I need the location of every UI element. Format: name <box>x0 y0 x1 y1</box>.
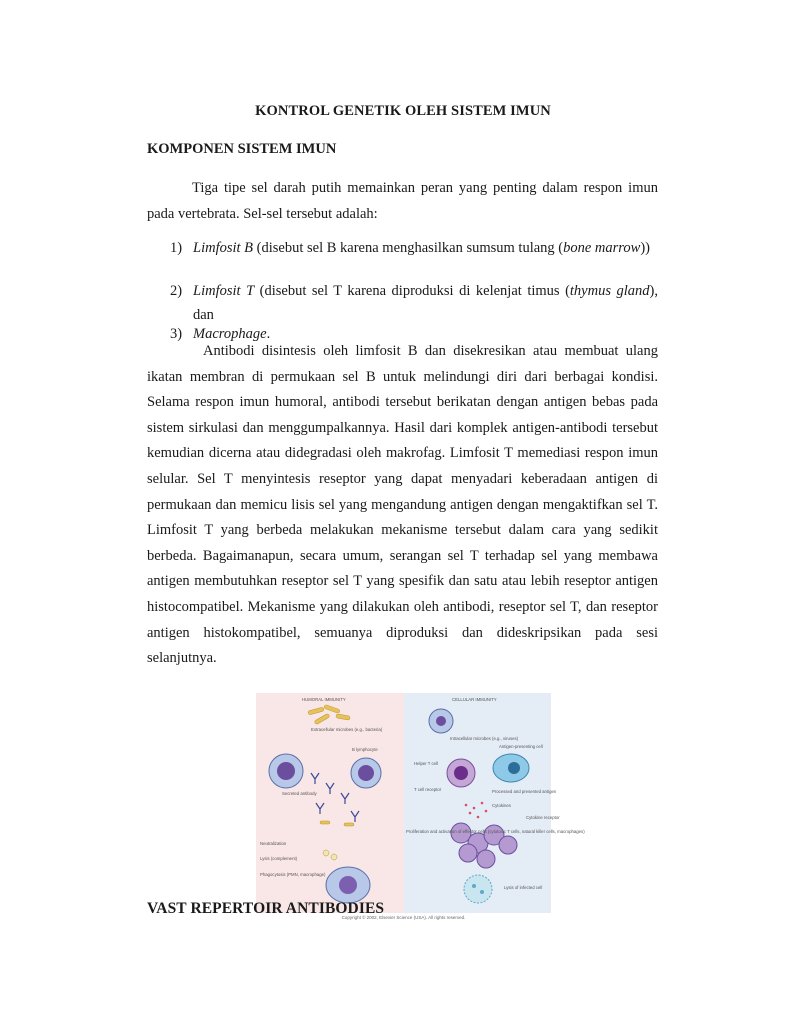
macrophage-cell <box>326 867 370 903</box>
immunity-diagram <box>256 693 585 913</box>
list-number: 1) <box>170 240 183 256</box>
label-neutralization: Neutralization <box>260 841 287 846</box>
label-lysis-infected-cell: Lysis of infected cell <box>504 885 543 890</box>
list-term-secondary: thymus gland <box>569 283 650 299</box>
label-secreted-antibody: Secreted antibody <box>282 791 317 796</box>
list-text-end: )) <box>640 240 650 256</box>
label-helper-t-cell: Helper T cell <box>414 761 438 766</box>
list-text: (disebut sel B karena menghasilkan sumsum tulang ( <box>253 240 564 256</box>
label-proliferation: Proliferation and activation of effector cells (cytotoxic T cells, natural killer cells, macrophages) <box>406 829 585 834</box>
intro-text: Tiga tipe sel darah putih memainkan peran yang penting dalam respon imun pada vertebrata. Sel-sel tersebut adalah: <box>147 180 658 222</box>
antibody-illustration <box>311 773 359 822</box>
humoral-title: HUMORAL IMMUNITY <box>302 697 346 702</box>
list-term: Limfosit B <box>193 240 254 256</box>
section-heading: KOMPONEN SISTEM IMUN <box>147 141 337 157</box>
b-lymphocyte-cell <box>269 754 381 788</box>
vast-repertoir-heading: VAST REPERTOIR ANTIBODIES <box>147 900 385 917</box>
helper-t-cell <box>447 759 475 787</box>
list-term: Macrophage <box>193 326 267 342</box>
label-phagocytosis: Phagocytosis (PMN, macrophage) <box>260 872 326 877</box>
immunity-figure <box>256 693 585 913</box>
neutralization-illustration <box>320 821 354 860</box>
intro-paragraph <box>147 176 658 227</box>
label-intracellular-microbes: Intracellular microbes (e.g., viruses) <box>450 736 519 741</box>
cellular-title: CELLULAR IMMUNITY <box>452 697 497 702</box>
list-term: Limfosit T <box>193 283 255 299</box>
label-cytokines: Cytokines <box>492 803 511 808</box>
main-paragraph <box>147 339 658 672</box>
label-b-lymphocyte: B lymphocyte <box>352 747 378 752</box>
label-extracellular-microbes: Extracellular microbes (e.g., bacteria) <box>311 727 383 732</box>
main-paragraph-text: Antibodi disintesis oleh limfosit B dan disekresikan atau membuat ulang ikatan membran di permukaan sel B untuk melindungi diri dari berbagai kondisi. Selama respon imun humoral, antibodi tersebut berikatan dengan antigen bebas pada sistem sirkulasi dan menggumpalkannya. Hasil dari komplek antigen-antibodi tersebut kemudian dicerna atau didegradasi oleh makrofag. Limfosit T memediasi respon imun selular. Sel T menyintesis reseptor yang dapat menyadari keberadaan antigen di permukaan dan memicu lisis sel yang mengandung antigen dengan mengaktifkan sel T. Limfosit T yang berbeda melakukan mekanisme tersebut dalam cara yang sedikit berbeda. Bagaimanapun, secara umum, serangan sel T terhadap sel yang membawa antigen membutuhkan reseptor sel T yang spesifik dan satu atau lebih reseptor antigen histocompatibel. Mekanisme yang dilakukan oleh antibodi, reseptor sel T, dan reseptor antigen histokompatibel, semuanya diproduksi dan dideskripsikan pada sesi selanjutnya. <box>147 343 658 667</box>
label-t-cell-receptor: T cell receptor <box>414 787 442 792</box>
infected-cell <box>429 709 453 733</box>
label-cytokine-receptor: Cytokine receptor <box>526 815 560 820</box>
figure-copyright: Copyright © 2002, Elsevier Science (USA). All rights reserved. <box>341 915 466 920</box>
list-term-secondary: bone marrow <box>563 240 641 256</box>
list-text: . <box>266 326 271 342</box>
list-text: (disebut sel T karena diproduksi di kelenjat timus ( <box>254 283 570 299</box>
cytokine-dots <box>465 802 488 819</box>
label-processed-antigen: Processed and presented antigen <box>492 789 557 794</box>
lysed-cell <box>464 875 492 903</box>
label-lysis-complement: Lysis (complement) <box>260 856 298 861</box>
document-title: KONTROL GENETIK OLEH SISTEM IMUN <box>255 103 551 119</box>
label-antigen-presenting-cell: Antigen-presenting cell <box>499 744 543 749</box>
list-text-end: ), dan <box>193 283 659 323</box>
antigen-presenting-cell <box>493 754 529 782</box>
list-number: 3) <box>170 326 183 342</box>
list-number: 2) <box>170 283 183 299</box>
bacteria-illustration <box>308 704 350 724</box>
